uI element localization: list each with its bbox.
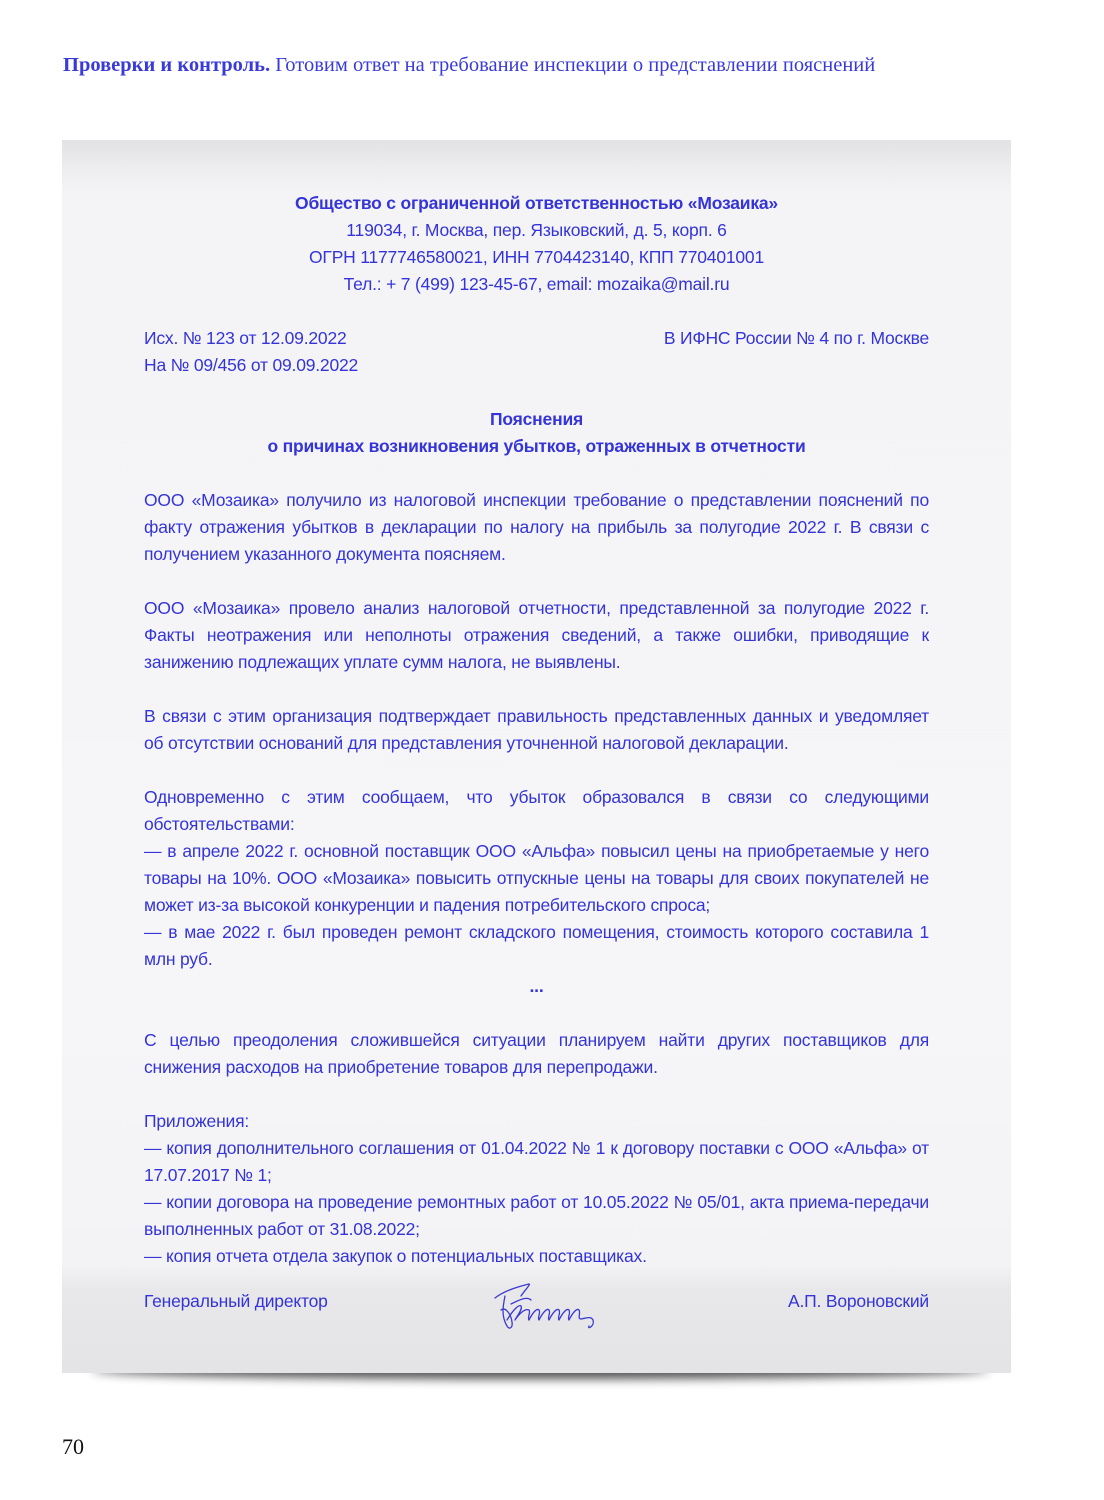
attachments-heading: Приложения: — [144, 1111, 250, 1131]
company-name: Общество с ограниченной ответственностью «Мозаика» — [295, 193, 778, 213]
running-header-section: Проверки и контроль. — [63, 54, 271, 76]
letter-card — [62, 140, 1011, 1373]
company-requisites: ОГРН 1177746580021, ИНН 7704423140, КПП 770401001 — [309, 247, 764, 267]
reply-to-number: На № 09/456 от 09.09.2022 — [144, 355, 359, 375]
attachment-item-2: — копии договора на проведение ремонтных работ от 10.05.2022 № 05/01, акта приема-передачи выполненных работ от 31.08.2022; — [144, 1192, 929, 1239]
letter-title-line2: о причинах возникновения убытков, отраженных в отчетности — [267, 436, 806, 456]
signatory-position: Генеральный директор — [144, 1291, 328, 1311]
attachment-item-3: — копия отчета отдела закупок о потенциальных поставщиках. — [144, 1246, 647, 1266]
page-number: 70 — [62, 1434, 84, 1459]
circumstance-item-2: — в мае 2022 г. был проведен ремонт складского помещения, стоимость которого составила 1 млн руб. — [144, 922, 929, 969]
running-header — [63, 54, 1063, 77]
outgoing-number: Исх. № 123 от 12.09.2022 — [144, 328, 347, 348]
recipient: В ИФНС России № 4 по г. Москве — [663, 328, 929, 348]
letter-content — [144, 190, 929, 1270]
body-paragraph-2: ООО «Мозаика» провело анализ налоговой отчетности, представленной за полугодие 2022 г. Факты неотражения или неполноты отражения сведений, а также ошибки, приводящие к занижению подлежащих уплате сумм налога, не выявлены. — [144, 598, 929, 672]
circumstance-item-1: — в апреле 2022 г. основной поставщик ООО «Альфа» повысил цены на приобретаемые у него товары на 10%. ООО «Мозаика» повысить отпускные цены на товары для своих покупателей не может из-за высокой конкуренции и падения потребительского спроса; — [144, 841, 929, 915]
body-paragraph-1: ООО «Мозаика» получило из налоговой инспекции требование о представлении пояснений по факту отражения убытков в декларации по налогу на прибыль за полугодие 2022 г. В связи с получением указанного документа поясняем. — [144, 490, 929, 564]
letter-title-line1: Пояснения — [489, 409, 584, 429]
signature-row — [144, 1290, 929, 1350]
company-letterhead — [144, 190, 929, 298]
running-header-title: Готовим ответ на требование инспекции о представлении пояснений — [275, 54, 876, 76]
omission-ellipsis: ... — [529, 976, 544, 996]
attachment-item-1: — копия дополнительного соглашения от 01.04.2022 № 1 к договору поставки с ООО «Альфа» от 17.07.2017 № 1; — [144, 1138, 929, 1185]
letter-references — [144, 325, 929, 379]
body-paragraph-3: В связи с этим организация подтверждает правильность представленных данных и уведомляет об отсутствии оснований для представления уточненной налоговой декларации. — [144, 706, 929, 753]
letter-title — [144, 406, 929, 460]
company-address: 119034, г. Москва, пер. Языковский, д. 5, корп. 6 — [346, 220, 727, 240]
outgoing-references — [144, 325, 358, 379]
handwritten-signature — [491, 1276, 601, 1338]
letter-sheet — [62, 140, 1011, 1373]
company-contacts: Тел.: + 7 (499) 123-45-67, email: mozaika@mail.ru — [343, 274, 730, 294]
signatory-name: А.П. Вороновский — [788, 1291, 929, 1311]
circumstances-intro: Одновременно с этим сообщаем, что убыток образовался в связи со следующими обстоятельствами: — [144, 787, 929, 834]
body-paragraph-5: С целью преодоления сложившейся ситуации планируем найти других поставщиков для снижения расходов на приобретение товаров для перепродажи. — [144, 1030, 929, 1077]
